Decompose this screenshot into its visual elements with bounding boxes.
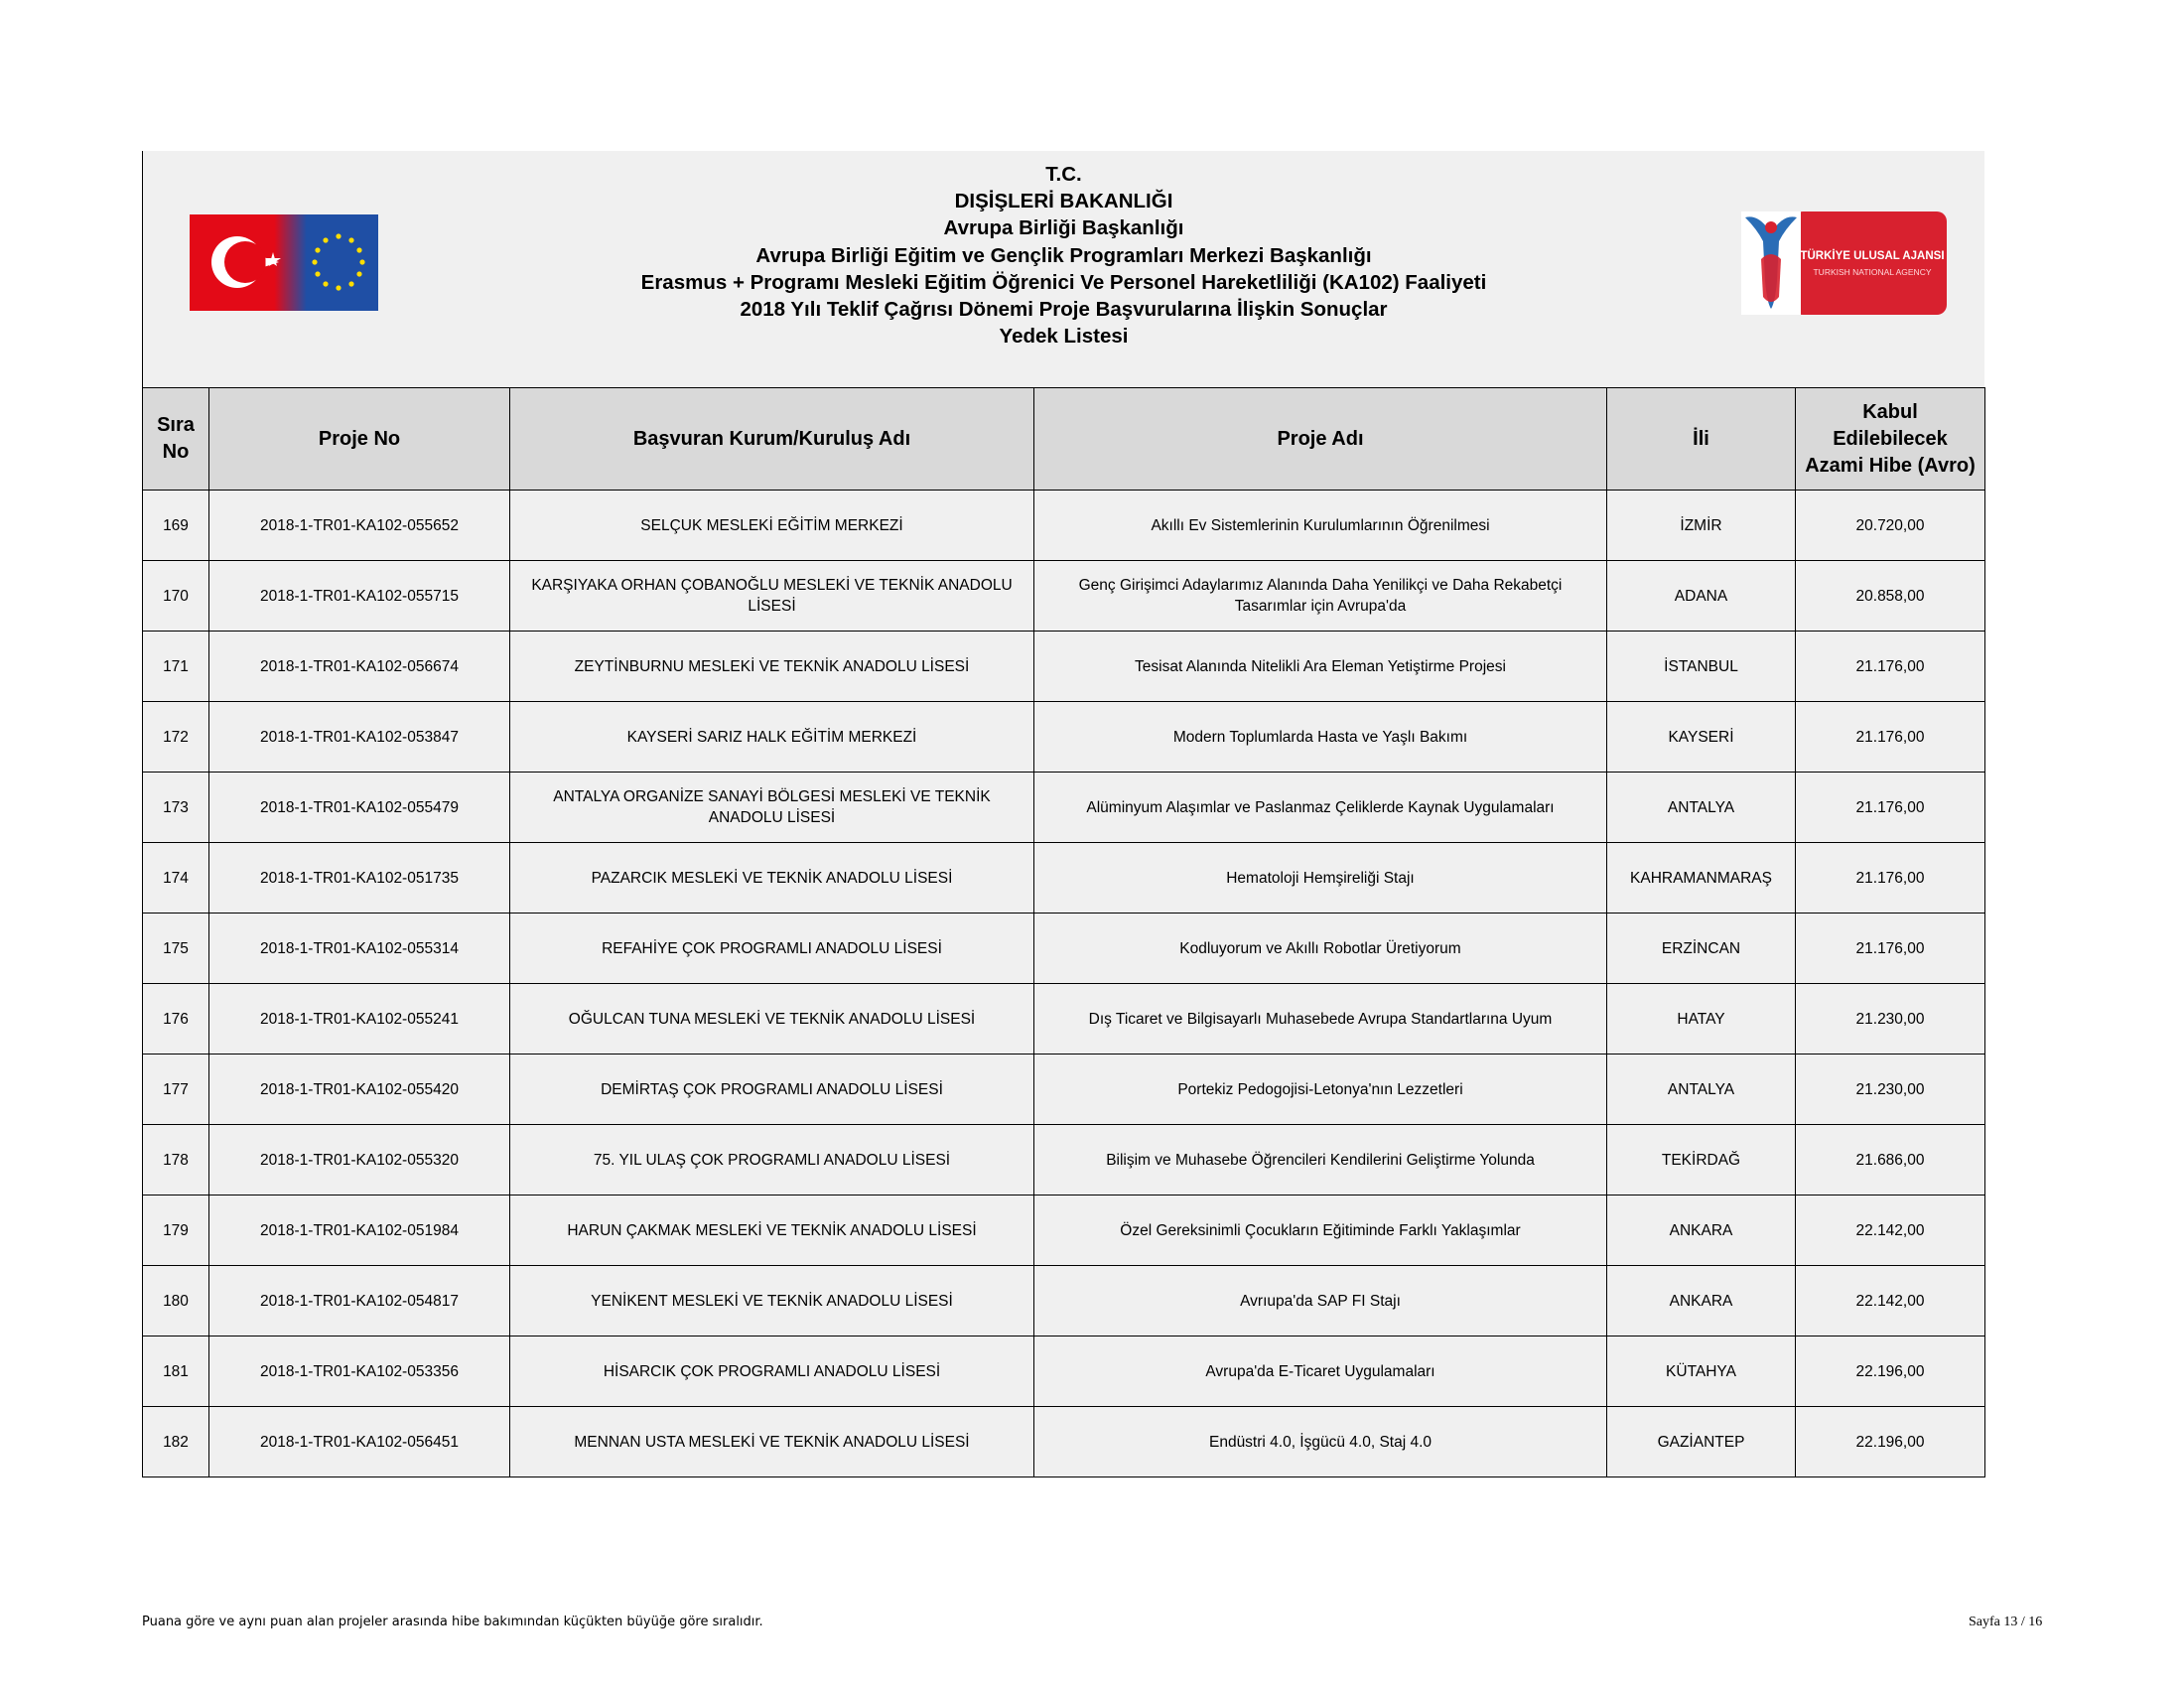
agency-logo-line: TÜRKİYE ULUSAL AJANSI <box>1800 250 1945 262</box>
cell-sira-no: 169 <box>143 491 209 561</box>
cell-kurum: DEMİRTAŞ ÇOK PROGRAMLI ANADOLU LİSESİ <box>510 1055 1034 1125</box>
cell-proje-adi: Genç Girişimci Adaylarımız Alanında Daha Yenilikçi ve Daha Rekabetçi Tasarımlar için Avrupa'da <box>1034 561 1607 632</box>
cell-kurum: SELÇUK MESLEKİ EĞİTİM MERKEZİ <box>510 491 1034 561</box>
cell-hibe: 22.196,00 <box>1796 1336 1985 1407</box>
cell-hibe: 20.720,00 <box>1796 491 1985 561</box>
table-row <box>143 1266 1985 1336</box>
cell-ili: KÜTAHYA <box>1607 1336 1796 1407</box>
header-line: Erasmus + Programı Mesleki Eğitim Öğrenici Ve Personel Hareketliliği (KA102) Faaliyeti <box>640 270 1487 294</box>
col-header-sira-no: Sıra No <box>143 388 209 491</box>
table-row <box>143 843 1985 914</box>
table-row <box>143 1407 1985 1477</box>
cell-sira-no: 175 <box>143 914 209 984</box>
header-line: T.C. <box>1045 163 1082 186</box>
cell-kurum: OĞULCAN TUNA MESLEKİ VE TEKNİK ANADOLU LİSESİ <box>510 984 1034 1055</box>
cell-sira-no: 173 <box>143 773 209 843</box>
cell-ili: ERZİNCAN <box>1607 914 1796 984</box>
cell-proje-adi: Akıllı Ev Sistemlerinin Kurulumlarının Öğrenilmesi <box>1034 491 1607 561</box>
table-row <box>143 914 1985 984</box>
cell-hibe: 21.230,00 <box>1796 1055 1985 1125</box>
cell-proje-no: 2018-1-TR01-KA102-055241 <box>209 984 510 1055</box>
cell-proje-no: 2018-1-TR01-KA102-053356 <box>209 1336 510 1407</box>
table-body <box>143 491 1985 1477</box>
col-header-kurum: Başvuran Kurum/Kuruluş Adı <box>510 388 1034 491</box>
cell-kurum: KARŞIYAKA ORHAN ÇOBANOĞLU MESLEKİ VE TEKNİK ANADOLU LİSESİ <box>510 561 1034 632</box>
cell-proje-no: 2018-1-TR01-KA102-056674 <box>209 632 510 702</box>
cell-ili: GAZİANTEP <box>1607 1407 1796 1477</box>
cell-proje-no: 2018-1-TR01-KA102-053847 <box>209 702 510 773</box>
cell-kurum: PAZARCIK MESLEKİ VE TEKNİK ANADOLU LİSESİ <box>510 843 1034 914</box>
document-sheet <box>142 151 1984 1477</box>
table-row <box>143 984 1985 1055</box>
col-header-ili: İli <box>1607 388 1796 491</box>
cell-proje-no: 2018-1-TR01-KA102-051735 <box>209 843 510 914</box>
table-row <box>143 1125 1985 1196</box>
cell-proje-adi: Modern Toplumlarda Hasta ve Yaşlı Bakımı <box>1034 702 1607 773</box>
cell-sira-no: 174 <box>143 843 209 914</box>
header-line: DIŞİŞLERİ BAKANLIĞI <box>954 190 1173 213</box>
cell-proje-no: 2018-1-TR01-KA102-055715 <box>209 561 510 632</box>
cell-hibe: 21.176,00 <box>1796 843 1985 914</box>
cell-kurum: 75. YIL ULAŞ ÇOK PROGRAMLI ANADOLU LİSESİ <box>510 1125 1034 1196</box>
cell-sira-no: 182 <box>143 1407 209 1477</box>
turkish-national-agency-logo <box>1741 211 1947 315</box>
cell-sira-no: 179 <box>143 1196 209 1266</box>
cell-hibe: 21.230,00 <box>1796 984 1985 1055</box>
cell-ili: HATAY <box>1607 984 1796 1055</box>
col-header-proje-adi: Proje Adı <box>1034 388 1607 491</box>
cell-hibe: 21.176,00 <box>1796 702 1985 773</box>
cell-kurum: YENİKENT MESLEKİ VE TEKNİK ANADOLU LİSESİ <box>510 1266 1034 1336</box>
cell-ili: İZMİR <box>1607 491 1796 561</box>
cell-proje-no: 2018-1-TR01-KA102-056451 <box>209 1407 510 1477</box>
cell-ili: ANKARA <box>1607 1196 1796 1266</box>
cell-ili: ANTALYA <box>1607 773 1796 843</box>
cell-ili: ADANA <box>1607 561 1796 632</box>
table-row <box>143 632 1985 702</box>
cell-proje-adi: Tesisat Alanında Nitelikli Ara Eleman Yetiştirme Projesi <box>1034 632 1607 702</box>
cell-kurum: HARUN ÇAKMAK MESLEKİ VE TEKNİK ANADOLU LİSESİ <box>510 1196 1034 1266</box>
table-row <box>143 702 1985 773</box>
table-header-row <box>143 388 1985 491</box>
cell-sira-no: 171 <box>143 632 209 702</box>
cell-hibe: 22.142,00 <box>1796 1266 1985 1336</box>
cell-hibe: 21.176,00 <box>1796 773 1985 843</box>
cell-kurum: MENNAN USTA MESLEKİ VE TEKNİK ANADOLU LİSESİ <box>510 1407 1034 1477</box>
header-title-block <box>143 161 1984 350</box>
table-row <box>143 491 1985 561</box>
cell-proje-adi: Dış Ticaret ve Bilgisayarlı Muhasebede Avrupa Standartlarına Uyum <box>1034 984 1607 1055</box>
document-header <box>142 151 1984 387</box>
cell-proje-no: 2018-1-TR01-KA102-054817 <box>209 1266 510 1336</box>
cell-ili: ANKARA <box>1607 1266 1796 1336</box>
cell-hibe: 20.858,00 <box>1796 561 1985 632</box>
cell-proje-adi: Kodluyorum ve Akıllı Robotlar Üretiyorum <box>1034 914 1607 984</box>
header-line: Yedek Listesi <box>999 325 1129 349</box>
cell-proje-no: 2018-1-TR01-KA102-055479 <box>209 773 510 843</box>
cell-ili: ANTALYA <box>1607 1055 1796 1125</box>
cell-proje-adi: Endüstri 4.0, İşgücü 4.0, Staj 4.0 <box>1034 1407 1607 1477</box>
table-row <box>143 1336 1985 1407</box>
cell-hibe: 21.176,00 <box>1796 914 1985 984</box>
table-row <box>143 1055 1985 1125</box>
cell-proje-no: 2018-1-TR01-KA102-055652 <box>209 491 510 561</box>
cell-proje-adi: Avrupa'da E-Ticaret Uygulamaları <box>1034 1336 1607 1407</box>
cell-sira-no: 176 <box>143 984 209 1055</box>
cell-proje-adi: Hematoloji Hemşireliği Stajı <box>1034 843 1607 914</box>
cell-sira-no: 178 <box>143 1125 209 1196</box>
cell-kurum: KAYSERİ SARIZ HALK EĞİTİM MERKEZİ <box>510 702 1034 773</box>
table-row <box>143 561 1985 632</box>
col-header-proje-no: Proje No <box>209 388 510 491</box>
cell-ili: KAHRAMANMARAŞ <box>1607 843 1796 914</box>
cell-proje-adi: Bilişim ve Muhasebe Öğrencileri Kendilerini Geliştirme Yolunda <box>1034 1125 1607 1196</box>
cell-proje-no: 2018-1-TR01-KA102-051984 <box>209 1196 510 1266</box>
cell-kurum: ANTALYA ORGANİZE SANAYİ BÖLGESİ MESLEKİ VE TEKNİK ANADOLU LİSESİ <box>510 773 1034 843</box>
cell-proje-no: 2018-1-TR01-KA102-055320 <box>209 1125 510 1196</box>
cell-kurum: HİSARCIK ÇOK PROGRAMLI ANADOLU LİSESİ <box>510 1336 1034 1407</box>
header-line: Avrupa Birliği Başkanlığı <box>943 216 1184 240</box>
cell-ili: TEKİRDAĞ <box>1607 1125 1796 1196</box>
header-line: Avrupa Birliği Eğitim ve Gençlik Programları Merkezi Başkanlığı <box>755 243 1372 267</box>
cell-proje-adi: Özel Gereksinimli Çocukların Eğitiminde Farklı Yaklaşımlar <box>1034 1196 1607 1266</box>
cell-sira-no: 177 <box>143 1055 209 1125</box>
cell-hibe: 22.196,00 <box>1796 1407 1985 1477</box>
cell-sira-no: 180 <box>143 1266 209 1336</box>
cell-sira-no: 170 <box>143 561 209 632</box>
cell-proje-adi: Alüminyum Alaşımlar ve Paslanmaz Çeliklerde Kaynak Uygulamaları <box>1034 773 1607 843</box>
agency-logo-line: TURKISH NATIONAL AGENCY <box>1813 267 1932 277</box>
header-line: 2018 Yılı Teklif Çağrısı Dönemi Proje Başvurularına İlişkin Sonuçlar <box>740 298 1388 322</box>
cell-ili: KAYSERİ <box>1607 702 1796 773</box>
table-row <box>143 773 1985 843</box>
cell-kurum: ZEYTİNBURNU MESLEKİ VE TEKNİK ANADOLU LİSESİ <box>510 632 1034 702</box>
results-table <box>142 387 1985 1477</box>
cell-hibe: 21.176,00 <box>1796 632 1985 702</box>
cell-proje-adi: Portekiz Pedogojisi-Letonya'nın Lezzetleri <box>1034 1055 1607 1125</box>
cell-proje-no: 2018-1-TR01-KA102-055314 <box>209 914 510 984</box>
cell-proje-adi: Avrıupa'da SAP FI Stajı <box>1034 1266 1607 1336</box>
page-number: Sayfa 13 / 16 <box>1969 1615 2043 1629</box>
cell-sira-no: 172 <box>143 702 209 773</box>
cell-hibe: 22.142,00 <box>1796 1196 1985 1266</box>
col-header-hibe: Kabul Edilebilecek Azami Hibe (Avro) <box>1796 388 1985 491</box>
cell-proje-no: 2018-1-TR01-KA102-055420 <box>209 1055 510 1125</box>
table-row <box>143 1196 1985 1266</box>
footnote: Puana göre ve aynı puan alan projeler arasında hibe bakımından küçükten büyüğe göre sıralıdır. <box>142 1615 763 1629</box>
cell-kurum: REFAHİYE ÇOK PROGRAMLI ANADOLU LİSESİ <box>510 914 1034 984</box>
cell-ili: İSTANBUL <box>1607 632 1796 702</box>
cell-sira-no: 181 <box>143 1336 209 1407</box>
cell-hibe: 21.686,00 <box>1796 1125 1985 1196</box>
